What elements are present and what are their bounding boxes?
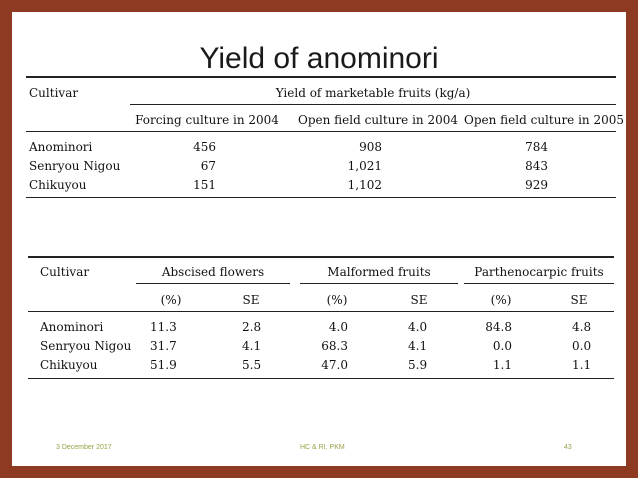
table-cell: 1.1 — [572, 358, 592, 372]
table-cell: 5.9 — [408, 358, 428, 372]
table-cell: 151 — [193, 178, 216, 192]
table-cell: 4.1 — [242, 339, 262, 353]
table-cell: 31.7 — [150, 339, 177, 353]
slide — [12, 12, 626, 466]
table-cell: 0.0 — [572, 339, 592, 353]
table1-cultivar-header: Cultivar — [29, 86, 79, 100]
footer-date: 3 December 2017 — [56, 444, 112, 451]
table1-subheader: Open field culture in 2004 — [298, 113, 459, 127]
table-cell: 11.3 — [150, 320, 177, 334]
table-cell: 4.8 — [572, 320, 592, 334]
table-cell: 51.9 — [150, 358, 177, 372]
table-cell: 68.3 — [321, 339, 348, 353]
table-cell: 1,102 — [347, 178, 382, 192]
table2-cultivar-header: Cultivar — [40, 265, 90, 279]
footer-page-number: 43 — [564, 444, 572, 451]
table-cell: 843 — [525, 159, 548, 173]
cultivar-name: Senryou Nigou — [29, 159, 121, 173]
table-cell: 5.5 — [242, 358, 262, 372]
table-cell: 929 — [525, 178, 548, 192]
footer-center: HC & RI, PKM — [300, 444, 345, 451]
table-cell: 1.1 — [492, 358, 512, 372]
cultivar-name: Anominori — [40, 320, 104, 334]
cultivar-name: Senryou Nigou — [40, 339, 132, 353]
table1-header-rule — [26, 131, 616, 132]
se-subheader: SE — [410, 293, 428, 307]
table2-group-header: Malformed fruits — [327, 265, 431, 279]
cultivar-name: Chikuyou — [40, 358, 98, 372]
table2-group-header: Abscised flowers — [161, 265, 265, 279]
table-cell: 4.1 — [408, 339, 428, 353]
table-cell: 2.8 — [242, 320, 262, 334]
table1-top-rule — [26, 76, 616, 78]
cultivar-name: Anominori — [29, 140, 93, 154]
table2-header-rule — [28, 311, 614, 312]
se-subheader: SE — [570, 293, 588, 307]
table2-bottom-rule — [28, 378, 614, 379]
table-cell: 1,021 — [347, 159, 382, 173]
table2-top-rule — [28, 256, 614, 258]
table1-subheader: Forcing culture in 2004 — [135, 113, 279, 127]
table-cell: 456 — [193, 140, 216, 154]
pct-subheader: (%) — [326, 293, 348, 307]
table-cell: 84.8 — [485, 320, 512, 334]
table-cell: 4.0 — [408, 320, 428, 334]
table2-group-rule — [300, 283, 458, 284]
cultivar-name: Chikuyou — [29, 178, 87, 192]
table1-bottom-rule — [26, 197, 616, 198]
table1-group-rule — [130, 104, 616, 105]
table1-subheader: Open field culture in 2005 — [464, 113, 625, 127]
table-cell: 908 — [359, 140, 382, 154]
table2-group-rule — [464, 283, 614, 284]
pct-subheader: (%) — [160, 293, 182, 307]
slide-title: Yield of anominori — [199, 42, 439, 75]
table-cell: 4.0 — [328, 320, 348, 334]
table2-group-rule — [136, 283, 290, 284]
table1-group-header: Yield of marketable fruits (kg/a) — [275, 86, 471, 100]
table-cell: 67 — [200, 159, 216, 173]
table2-group-header: Parthenocarpic fruits — [474, 265, 604, 279]
table-cell: 47.0 — [321, 358, 348, 372]
se-subheader: SE — [242, 293, 260, 307]
pct-subheader: (%) — [490, 293, 512, 307]
table-cell: 0.0 — [492, 339, 512, 353]
table-cell: 784 — [525, 140, 548, 154]
